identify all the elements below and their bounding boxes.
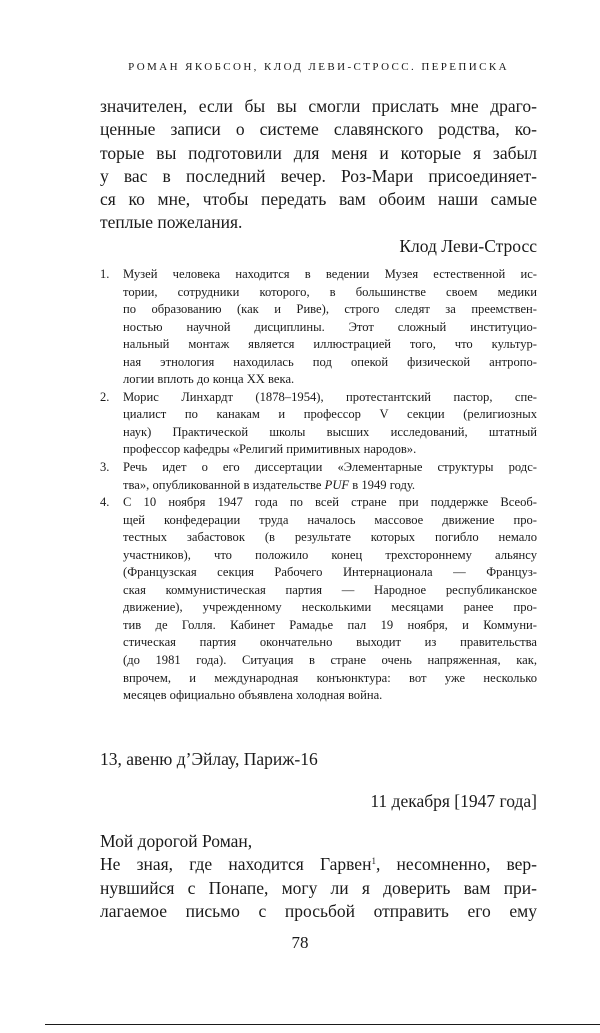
footnote-line: Речь идет о его диссертации «Элементарные структуры родс-	[123, 460, 537, 475]
text-line: нувшийся с Понапе, могу ли я доверить вам при-	[100, 877, 537, 898]
footnote-text: в 1949 году.	[349, 477, 416, 492]
next-letter-body	[100, 830, 537, 923]
footnote-ref: 1	[371, 856, 376, 867]
footnotes	[100, 266, 537, 705]
footnote-line: наук) Практической школы высших исследований, штатный	[123, 424, 537, 439]
footnote-number: 2.	[100, 389, 110, 404]
letter-address: 13, авеню д’Эйлау, Париж-16	[100, 749, 318, 769]
footnote-line: тив де Голля. Кабинет Рамадье пал 19 ноября, и Коммуни-	[123, 617, 537, 632]
text-line: значителен, если бы вы смогли прислать мне драго-	[100, 96, 537, 116]
footnote-line: Музей человека находится в ведении Музея естественной ис-	[123, 267, 537, 281]
footnote	[100, 494, 537, 705]
footnote-line: нальный монтаж является иллюстрацией того, что культур-	[123, 337, 537, 352]
footnote-line: по образованию (как и Риве), строго следят за преемствен-	[123, 302, 537, 317]
footnote	[100, 266, 537, 389]
footnote-line: профессор кафедры «Религий примитивных народов».	[123, 442, 417, 457]
footnote-line: ская коммунистическая партия — Народное республиканское	[123, 582, 537, 597]
page-number: 78	[291, 933, 309, 952]
footnote	[100, 389, 537, 459]
footnote-line	[123, 477, 537, 495]
footnote-number: 4.	[100, 495, 110, 510]
salutation: Мой дорогой Роман,	[100, 831, 253, 851]
footnote	[100, 459, 537, 494]
text-line: у вас в последний вечер. Роз-Мари присоединяет-	[100, 165, 537, 186]
text-line	[100, 853, 537, 876]
text-line: ценные записи о системе славянского родства, ко-	[100, 119, 537, 140]
letter-date: 11 декабря [1947 года]	[370, 791, 537, 811]
text-line: ся ко мне, чтобы передать вам обоим наши самые	[100, 189, 537, 210]
text-line: торые вы подготовили для меня и которые я забыл	[100, 142, 537, 163]
footnote-line: логии вплоть до конца XX века.	[123, 372, 295, 387]
text-span: Не зная, где находится Гарвен	[100, 854, 372, 875]
footnote-line: впрочем, и международная конъюнктура: вот уже несколько	[123, 670, 537, 685]
footnote-number: 3.	[100, 460, 110, 475]
footnote-line: стическая партия окончательно выходит из правительства	[123, 635, 537, 650]
text-line: теплые пожелания.	[100, 212, 243, 233]
footnote-line: С 10 ноября 1947 года по всей стране при поддержке Всеоб-	[123, 495, 537, 510]
footnote-line: Морис Линхардт (1878–1954), протестантский пастор, спе-	[123, 389, 537, 404]
footnote-line: движение), учрежденному несколькими месяцами ранее про-	[123, 600, 537, 615]
footnote-line: ная этнология находилась под опекой физической антропо-	[123, 354, 537, 369]
footnote-line: месяцев официально объявлена холодная война.	[123, 688, 383, 703]
footnote-line: (до 1981 года). Ситуация в стране очень напряженная, как,	[123, 653, 537, 668]
letter-continuation	[100, 95, 537, 258]
running-header: РОМАН ЯКОБСОН, КЛОД ЛЕВИ-СТРОСС. ПЕРЕПИСКА	[128, 61, 509, 73]
bottom-rule	[45, 1024, 600, 1025]
footnote-line: тестных забастовок (в результате которых погибло немало	[123, 530, 537, 545]
publisher-name: PUF	[324, 477, 350, 492]
signature: Клод Леви-Стросс	[399, 235, 537, 256]
footnote-line: циалист по канакам и профессор V секции (религиозных	[123, 407, 537, 422]
footnote-number: 1.	[100, 267, 110, 281]
footnote-line: ностью научной дисциплины. Этот сложный институцио-	[123, 319, 537, 334]
text-span: , несомненно, вер-	[375, 854, 537, 875]
footnote-text: тва», опубликованной в издательстве	[123, 477, 325, 492]
footnote-line: тории, сотрудники которого, в большинстве своем медики	[123, 284, 537, 299]
footnote-line: щей конфедерации труда началось массовое движение про-	[123, 512, 537, 527]
text-line: лагаемое письмо с просьбой отправить его ему	[100, 900, 537, 921]
footnote-line: (Французская секция Рабочего Интернационала — Француз-	[123, 565, 537, 580]
footnote-line: участников), что положило конец трехстороннему альянсу	[123, 547, 537, 562]
